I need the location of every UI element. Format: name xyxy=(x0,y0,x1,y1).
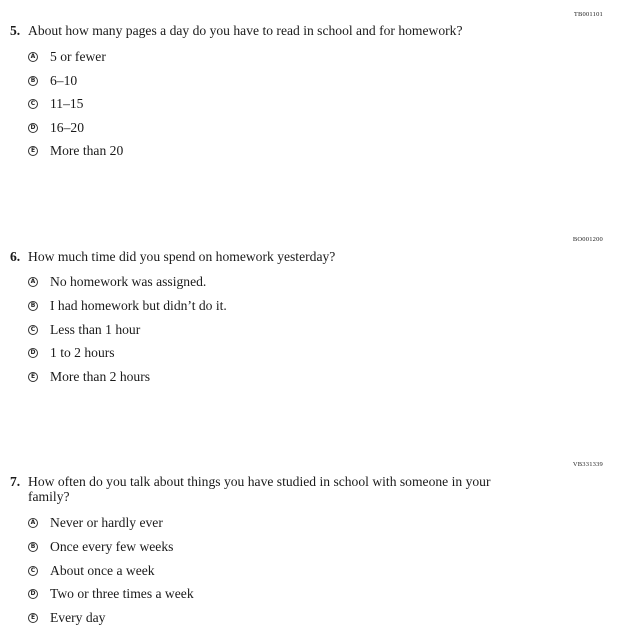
answer-option-label: Never or hardly ever xyxy=(50,515,163,530)
answer-option-b[interactable] xyxy=(28,539,173,554)
question-code: VB331339 xyxy=(572,461,603,468)
answer-option-label: Every day xyxy=(50,610,106,625)
answer-option-d[interactable] xyxy=(28,345,115,360)
radio-bubble-icon[interactable]: A xyxy=(28,277,38,287)
answer-option-label: More than 20 xyxy=(50,143,124,158)
radio-bubble-icon[interactable]: E xyxy=(28,372,38,382)
answer-option-a[interactable] xyxy=(28,274,206,289)
question-stem xyxy=(10,23,510,38)
radio-bubble-icon[interactable]: C xyxy=(28,566,38,576)
answer-option-e[interactable] xyxy=(28,610,105,625)
answer-option-e[interactable] xyxy=(28,143,123,158)
answer-option-label: About once a week xyxy=(50,563,155,578)
radio-bubble-icon[interactable]: D xyxy=(28,589,38,599)
question-code: BO001200 xyxy=(572,236,603,243)
radio-bubble-icon[interactable]: E xyxy=(28,146,38,156)
radio-bubble-icon[interactable]: B xyxy=(28,76,38,86)
answer-option-d[interactable] xyxy=(28,586,194,601)
answer-option-label: Once every few weeks xyxy=(50,539,174,554)
answer-option-label: 5 or fewer xyxy=(50,49,106,64)
answer-option-a[interactable] xyxy=(28,515,163,530)
radio-bubble-icon[interactable]: C xyxy=(28,99,38,109)
answer-option-d[interactable] xyxy=(28,120,84,135)
answer-option-e[interactable] xyxy=(28,369,150,384)
radio-bubble-icon[interactable]: E xyxy=(28,613,38,623)
answer-option-label: 6–10 xyxy=(50,73,78,88)
question-stem xyxy=(10,474,510,504)
radio-bubble-icon[interactable]: B xyxy=(28,301,38,311)
answer-option-a[interactable] xyxy=(28,49,106,64)
answer-option-label: Less than 1 hour xyxy=(50,322,141,337)
answer-option-label: No homework was assigned. xyxy=(50,274,207,289)
answer-option-label: I had homework but didn’t do it. xyxy=(50,298,227,313)
radio-bubble-icon[interactable]: D xyxy=(28,123,38,133)
answer-option-label: More than 2 hours xyxy=(50,369,151,384)
answer-option-c[interactable] xyxy=(28,96,83,111)
question-code: TB001101 xyxy=(573,11,603,18)
question-text: How often do you talk about things you have studied in school with someone in your family? xyxy=(28,474,491,504)
answer-option-b[interactable] xyxy=(28,73,77,88)
answer-option-c[interactable] xyxy=(28,563,155,578)
question-number: 5. xyxy=(10,23,21,38)
answer-option-label: 1 to 2 hours xyxy=(50,345,115,360)
question-number: 7. xyxy=(10,474,21,489)
radio-bubble-icon[interactable]: B xyxy=(28,542,38,552)
radio-bubble-icon[interactable]: A xyxy=(28,518,38,528)
answer-option-label: Two or three times a week xyxy=(50,586,194,601)
question-text: About how many pages a day do you have to read in school and for homework? xyxy=(28,23,463,38)
answer-option-c[interactable] xyxy=(28,322,140,337)
radio-bubble-icon[interactable]: D xyxy=(28,348,38,358)
answer-option-b[interactable] xyxy=(28,298,227,313)
radio-bubble-icon[interactable]: A xyxy=(28,52,38,62)
radio-bubble-icon[interactable]: C xyxy=(28,325,38,335)
question-number: 6. xyxy=(10,249,21,264)
question-text: How much time did you spend on homework yesterday? xyxy=(28,249,336,264)
answer-option-label: 11–15 xyxy=(50,96,84,111)
answer-option-label: 16–20 xyxy=(50,120,84,135)
question-stem xyxy=(10,249,510,264)
